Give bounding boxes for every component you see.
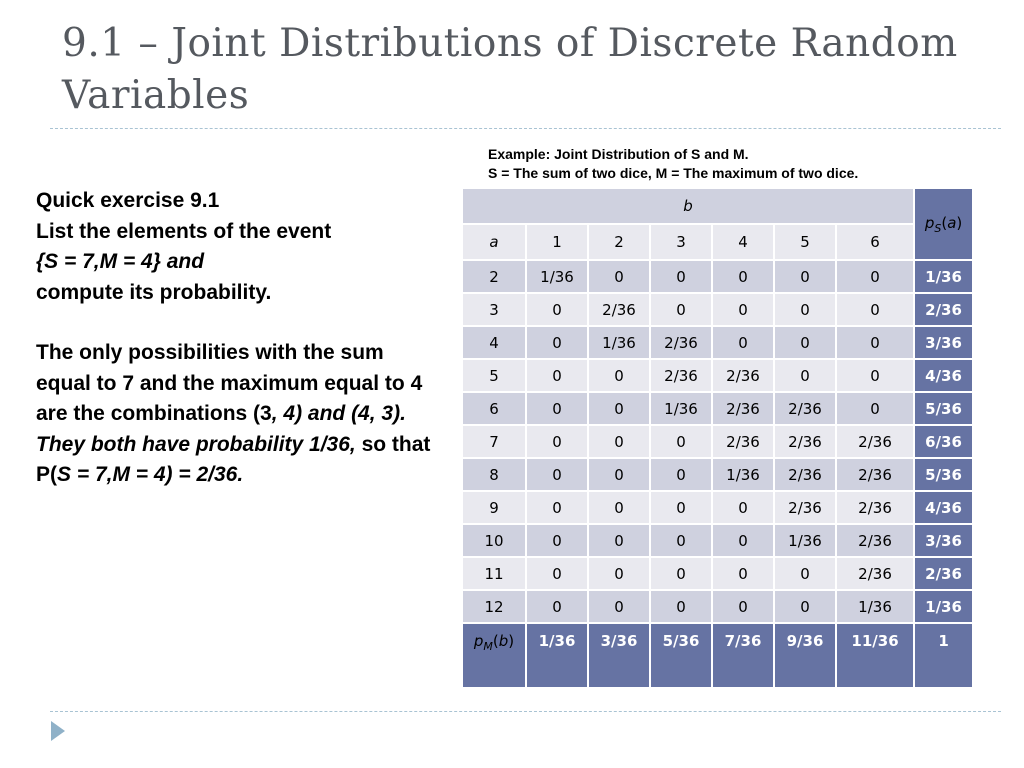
ps-marginal-cell: 4/36 [914, 491, 973, 524]
probability-cell: 0 [526, 425, 588, 458]
b-value-cell: 1 [526, 224, 588, 260]
probability-cell: 2/36 [836, 491, 914, 524]
probability-cell: 0 [836, 359, 914, 392]
ps-marginal-cell: 5/36 [914, 458, 973, 491]
a-value-cell: 9 [462, 491, 526, 524]
table-row [462, 458, 973, 491]
probability-cell: 0 [712, 524, 774, 557]
probability-cell: 0 [588, 392, 650, 425]
probability-cell: 1/36 [774, 524, 836, 557]
b-value-cell: 4 [712, 224, 774, 260]
pm-marginal-cell: 9/36 [774, 623, 836, 688]
probability-cell: 0 [526, 491, 588, 524]
probability-cell: 0 [836, 326, 914, 359]
pm-label-p: p [473, 632, 484, 650]
ps-header: $p_S(a)$ [914, 188, 973, 260]
a-value-cell: 8 [462, 458, 526, 491]
probability-cell: 0 [774, 359, 836, 392]
ps-marginal-cell: 1/36 [914, 590, 973, 623]
probability-cell: 0 [588, 590, 650, 623]
slide-nav-arrow-icon [51, 721, 65, 741]
probability-cell: 2/36 [836, 458, 914, 491]
probability-cell: 0 [526, 524, 588, 557]
table-row [462, 524, 973, 557]
pm-marginal-cell: 5/36 [650, 623, 712, 688]
pm-marginal-cell: 7/36 [712, 623, 774, 688]
probability-cell: 0 [650, 557, 712, 590]
table-row [462, 293, 973, 326]
probability-cell: 2/36 [774, 392, 836, 425]
ps-marginal-cell: 3/36 [914, 524, 973, 557]
probability-cell: 2/36 [774, 458, 836, 491]
answer-part-2: , 4) and (4, 3). They both have probability 1/36, [36, 402, 406, 456]
total-cell: 1 [914, 623, 973, 688]
probability-cell: 1/36 [836, 590, 914, 623]
probability-cell: 2/36 [712, 425, 774, 458]
table-row [462, 491, 973, 524]
probability-cell: 0 [526, 590, 588, 623]
probability-cell: 2/36 [836, 557, 914, 590]
probability-cell: 0 [588, 359, 650, 392]
probability-cell: 2/36 [712, 359, 774, 392]
probability-cell: 0 [774, 326, 836, 359]
probability-cell: 0 [588, 458, 650, 491]
a-value-cell: 7 [462, 425, 526, 458]
probability-cell: 0 [526, 293, 588, 326]
b-value-cell: 2 [588, 224, 650, 260]
probability-cell: 0 [588, 491, 650, 524]
ps-marginal-cell: 3/36 [914, 326, 973, 359]
ps-marginal-cell: 4/36 [914, 359, 973, 392]
probability-cell: 0 [650, 458, 712, 491]
probability-cell: 0 [588, 260, 650, 293]
table-row [462, 326, 973, 359]
ps-marginal-cell: 2/36 [914, 293, 973, 326]
caption-line-1: Example: Joint Distribution of S and M. [488, 146, 749, 162]
probability-cell: 2/36 [836, 425, 914, 458]
answer-part-4: S = 7,M = 4) = 2/36. [57, 463, 244, 486]
probability-cell: 0 [712, 260, 774, 293]
ps-marginal-cell: 6/36 [914, 425, 973, 458]
probability-cell: 0 [526, 557, 588, 590]
probability-cell: 0 [650, 491, 712, 524]
top-divider [50, 128, 1001, 129]
a-value-cell: 4 [462, 326, 526, 359]
table-caption [488, 145, 978, 183]
pm-label-arg: b [498, 632, 509, 650]
probability-cell: 0 [836, 293, 914, 326]
answer-part-1: The only possibilities with the sum equal to 7 and the maximum equal to 4 are the combinations (3 [36, 341, 423, 425]
table-row [462, 425, 973, 458]
pm-label-sub: M [483, 640, 493, 653]
probability-cell: 0 [650, 260, 712, 293]
probability-cell: 0 [650, 425, 712, 458]
ps-header-sub: S [934, 221, 942, 235]
table-row [462, 557, 973, 590]
exercise-heading: Quick exercise 9.1 [36, 189, 220, 212]
table-row [462, 359, 973, 392]
b-value-cell: 5 [774, 224, 836, 260]
a-header: a [462, 224, 526, 260]
probability-cell: 0 [526, 458, 588, 491]
a-value-cell: 6 [462, 392, 526, 425]
probability-cell: 0 [712, 590, 774, 623]
probability-cell: 2/36 [836, 524, 914, 557]
table-row [462, 590, 973, 623]
probability-cell: 1/36 [526, 260, 588, 293]
ps-header-arg: a [947, 213, 957, 232]
answer-part-3: so that P( [36, 432, 431, 486]
pm-marginal-cell: 1/36 [526, 623, 588, 688]
table-row [462, 392, 973, 425]
a-value-cell: 11 [462, 557, 526, 590]
ps-marginal-cell: 5/36 [914, 392, 973, 425]
probability-cell: 0 [526, 392, 588, 425]
a-value-cell: 2 [462, 260, 526, 293]
probability-cell: 0 [774, 260, 836, 293]
probability-cell: 0 [650, 524, 712, 557]
a-value-cell: 3 [462, 293, 526, 326]
exercise-line-2: {S = 7,M = 4} and [36, 250, 205, 273]
joint-distribution-table [461, 187, 974, 689]
probability-cell: 0 [650, 590, 712, 623]
bottom-divider [50, 711, 1001, 712]
probability-cell: 0 [712, 557, 774, 590]
caption-line-2: S = The sum of two dice, M = The maximum of two dice. [488, 165, 859, 181]
probability-cell: 0 [774, 557, 836, 590]
probability-cell: 2/36 [774, 425, 836, 458]
pm-marginal-cell: 11/36 [836, 623, 914, 688]
probability-cell: 1/36 [712, 458, 774, 491]
pm-marginal-row [462, 623, 973, 688]
probability-cell: 0 [712, 491, 774, 524]
probability-cell: 2/36 [774, 491, 836, 524]
probability-cell: 0 [588, 524, 650, 557]
exercise-line-3: compute its probability. [36, 280, 272, 304]
a-value-cell: 5 [462, 359, 526, 392]
probability-cell: 0 [588, 557, 650, 590]
probability-cell: 0 [836, 392, 914, 425]
b-value-cell: 3 [650, 224, 712, 260]
probability-cell: 2/36 [588, 293, 650, 326]
probability-cell: 1/36 [650, 392, 712, 425]
probability-cell: 0 [712, 326, 774, 359]
a-value-cell: 12 [462, 590, 526, 623]
probability-cell: 0 [650, 293, 712, 326]
probability-cell: 2/36 [650, 326, 712, 359]
ps-marginal-cell: 2/36 [914, 557, 973, 590]
slide-title: 9.1 – Joint Distributions of Discrete Random Variables [62, 21, 958, 118]
probability-cell: 0 [774, 590, 836, 623]
b-header: b [462, 188, 914, 224]
table-row [462, 260, 973, 293]
probability-cell: 0 [712, 293, 774, 326]
exercise-text [36, 186, 436, 491]
exercise-line-1: List the elements of the event [36, 219, 332, 243]
pm-label-cell: $p_M(b)$ [462, 623, 526, 688]
probability-cell: 2/36 [712, 392, 774, 425]
ps-header-p: p [924, 213, 935, 232]
probability-cell: 0 [836, 260, 914, 293]
ps-marginal-cell: 1/36 [914, 260, 973, 293]
a-value-cell: 10 [462, 524, 526, 557]
probability-cell: 0 [526, 326, 588, 359]
probability-cell: 1/36 [588, 326, 650, 359]
probability-cell: 0 [588, 425, 650, 458]
answer-paragraph [36, 338, 436, 491]
pm-marginal-cell: 3/36 [588, 623, 650, 688]
probability-cell: 0 [526, 359, 588, 392]
b-value-cell: 6 [836, 224, 914, 260]
probability-cell: 2/36 [650, 359, 712, 392]
probability-cell: 0 [774, 293, 836, 326]
